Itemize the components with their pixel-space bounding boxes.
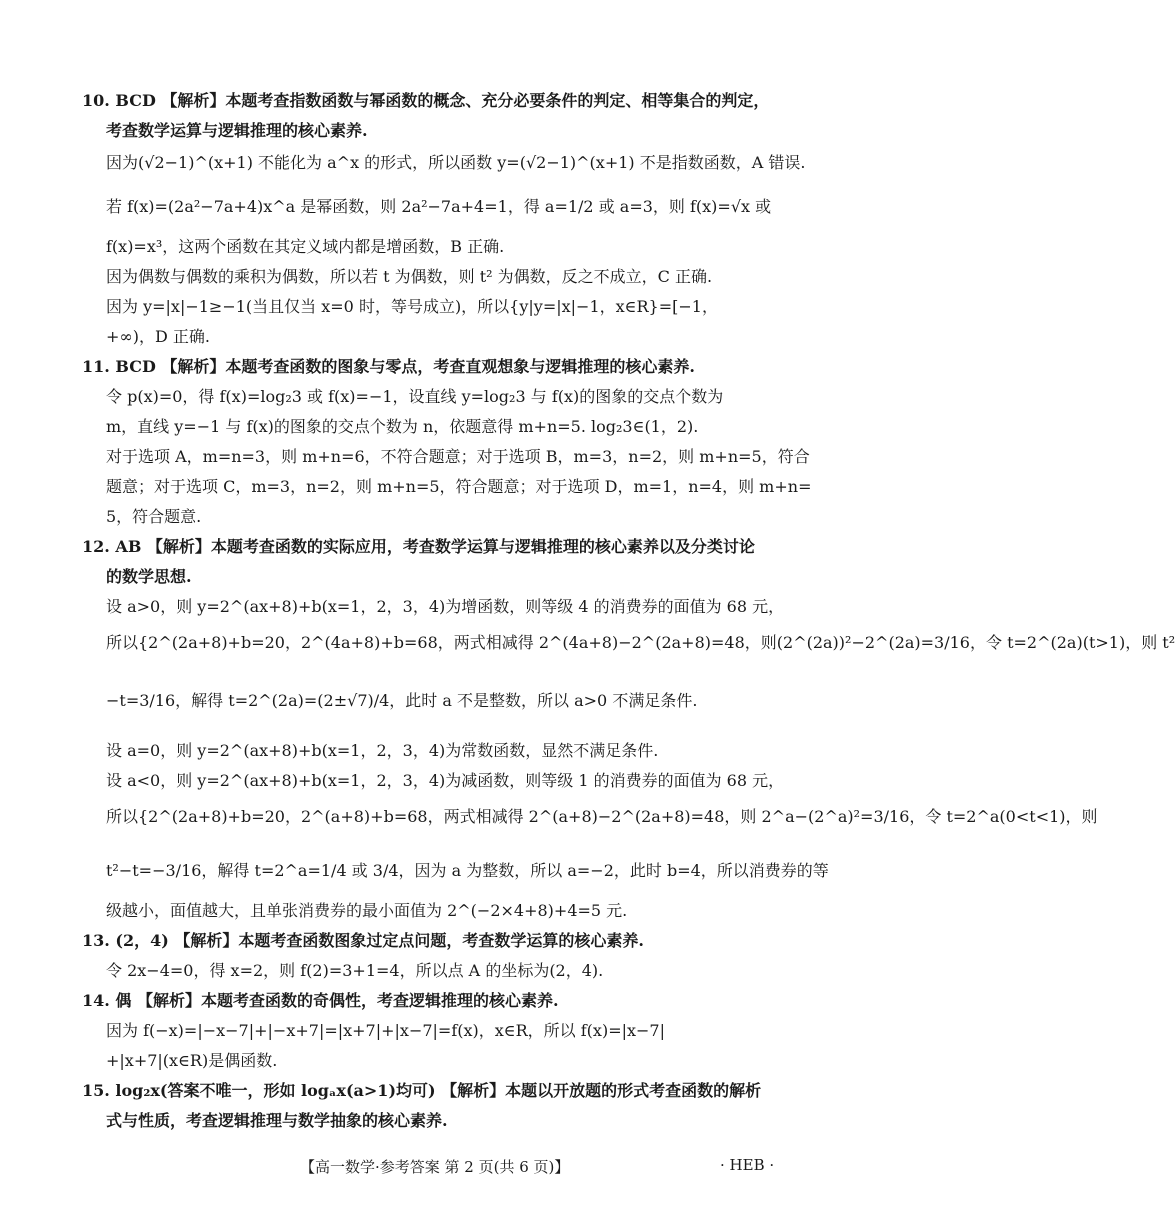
text-line: 设 a<0，则 y=2^(ax+8)+b(x=1，2，3，4)为减函数，则等级 1 的消费券的面值为 68 元， <box>106 771 785 790</box>
text-line: 因为 y=|x|−1≥−1(当且仅当 x=0 时，等号成立)，所以{y|y=|x|−1，x∈R}=[−1， <box>106 297 718 316</box>
text-line: 级越小，面值越大，且单张消费券的最小面值为 2^(−2×4+8)+4=5 元. <box>106 901 628 920</box>
text-line: 15. log₂x(答案不唯一，形如 logₐx(a>1)均可) 【解析】本题以开放题的形式考查函数的解析 <box>82 1081 762 1100</box>
text-line: f(x)=x³，这两个函数在其定义域内都是增函数，B 正确. <box>106 237 505 256</box>
text-line: t²−t=−3/16，解得 t=2^a=1/4 或 3/4，因为 a 为整数，所以 a=−2，此时 b=4，所以消费券的等 <box>106 861 829 880</box>
text-line: 13. (2，4) 【解析】本题考查函数图象过定点问题，考查数学运算的核心素养. <box>82 931 644 950</box>
text-line: 因为 f(−x)=|−x−7|+|−x+7|=|x+7|+|x−7|=f(x)，x∈R，所以 f(x)=|x−7| <box>106 1021 665 1040</box>
text-line: 的数学思想. <box>106 567 192 586</box>
text-line: m，直线 y=−1 与 f(x)的图象的交点个数为 n，依题意得 m+n=5. log₂3∈(1，2). <box>106 417 699 436</box>
text-line: 设 a>0，则 y=2^(ax+8)+b(x=1，2，3，4)为增函数，则等级 4 的消费券的面值为 68 元， <box>106 597 785 616</box>
text-line: 5，符合题意. <box>106 507 202 526</box>
text-line: 12. AB 【解析】本题考查函数的实际应用，考查数学运算与逻辑推理的核心素养以及分类讨论 <box>82 537 755 556</box>
text-line: 10. BCD 【解析】本题考查指数函数与幂函数的概念、充分必要条件的判定、相等集合的判定， <box>82 91 770 110</box>
text-line: 令 2x−4=0，得 x=2，则 f(2)=3+1=4，所以点 A 的坐标为(2，4). <box>106 961 604 980</box>
text-line: +|x+7|(x∈R)是偶函数. <box>106 1051 278 1070</box>
text-line: 因为(√2−1)^(x+1) 不能化为 a^x 的形式，所以函数 y=(√2−1)^(x+1) 不是指数函数，A 错误. <box>106 153 806 172</box>
text-line: 题意；对于选项 C，m=3，n=2，则 m+n=5，符合题意；对于选项 D，m=1，n=4，则 m+n= <box>106 477 812 496</box>
text-line: 所以{2^(2a+8)+b=20，2^(4a+8)+b=68，两式相减得 2^(4a+8)−2^(2a+8)=48，则(2^(2a))²−2^(2a)=3/16，令 t=2^(2a)(t>1)，则 t² <box>106 633 1175 652</box>
text-line: 设 a=0，则 y=2^(ax+8)+b(x=1，2，3，4)为常数函数，显然不满足条件. <box>106 741 659 760</box>
text-line: 11. BCD 【解析】本题考查函数的图象与零点，考查直观想象与逻辑推理的核心素养. <box>82 357 695 376</box>
text-line: 14. 偶 【解析】本题考查函数的奇偶性，考查逻辑推理的核心素养. <box>82 991 559 1010</box>
text-line: 考查数学运算与逻辑推理的核心素养. <box>106 121 368 140</box>
text-line: 令 p(x)=0，得 f(x)=log₂3 或 f(x)=−1，设直线 y=log₂3 与 f(x)的图象的交点个数为 <box>106 387 724 406</box>
footer-code: · HEB · <box>720 1156 775 1174</box>
text-line: 若 f(x)=(2a²−7a+4)x^a 是幂函数，则 2a²−7a+4=1，得 a=1/2 或 a=3，则 f(x)=√x 或 <box>106 197 772 216</box>
footer-page-info: 【高一数学·参考答案 第 2 页(共 6 页)】 <box>300 1158 570 1176</box>
text-line: +∞)，D 正确. <box>106 327 210 346</box>
text-line: 所以{2^(2a+8)+b=20，2^(a+8)+b=68，两式相减得 2^(a+8)−2^(2a+8)=48，则 2^a−(2^a)²=3/16，令 t=2^a(0<t<1)，则 <box>106 807 1098 826</box>
text-line: −t=3/16，解得 t=2^(2a)=(2±√7)/4，此时 a 不是整数，所以 a>0 不满足条件. <box>106 691 698 710</box>
text-line: 式与性质，考查逻辑推理与数学抽象的核心素养. <box>106 1111 448 1130</box>
text-line: 对于选项 A，m=n=3，则 m+n=6，不符合题意；对于选项 B，m=3，n=2，则 m+n=5，符合 <box>106 447 810 466</box>
text-line: 因为偶数与偶数的乘积为偶数，所以若 t 为偶数，则 t² 为偶数，反之不成立，C 正确. <box>106 267 713 286</box>
